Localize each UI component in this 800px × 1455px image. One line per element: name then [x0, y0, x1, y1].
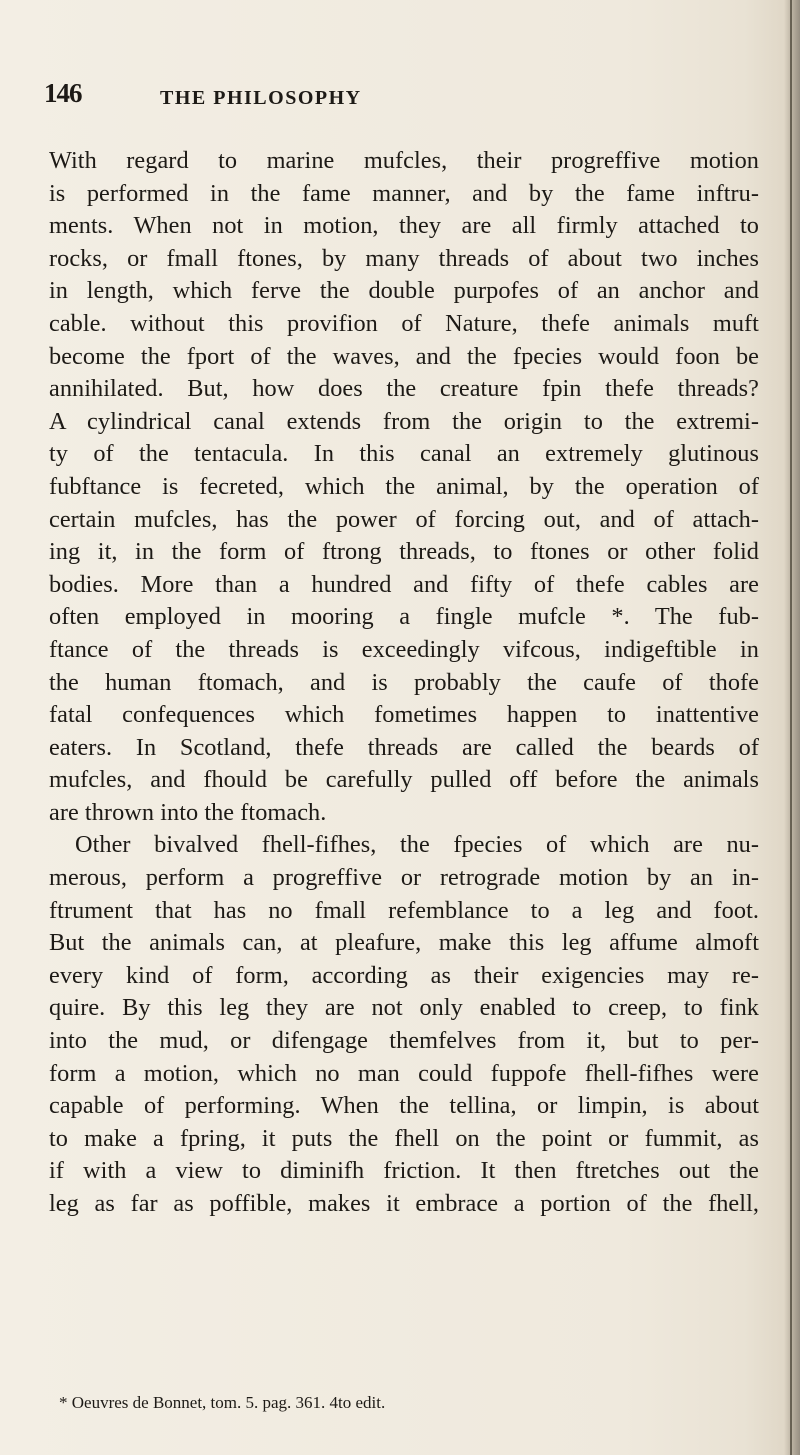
- text-line: mufcles, and fhould be carefully pulled off before the animals: [49, 766, 759, 794]
- text-line: if with a view to diminifh friction. It then ftretches out the: [49, 1157, 759, 1185]
- text-line: leg as far as poffible, makes it embrace a portion of the fhell,: [49, 1190, 759, 1217]
- text-line: in length, which ferve the double purpofes of an anchor and: [49, 277, 759, 305]
- text-line: form a motion, which no man could fuppofe fhell-fifhes were: [49, 1059, 759, 1087]
- text-line: are thrown into the ftomach.: [49, 798, 327, 826]
- footnote: * Oeuvres de Bonnet, tom. 5. pag. 361. 4to edit.: [59, 1393, 386, 1412]
- text-line: ftrument that has no fmall refemblance to a leg and foot.: [49, 896, 759, 924]
- running-head: THE PHILOSOPHY: [160, 87, 362, 109]
- text-line: Other bivalved fhell-fifhes, the fpecies of which are nu-: [75, 831, 759, 859]
- page-number: 146: [44, 78, 82, 108]
- text-line: But the animals can, at pleafure, make this leg affume almoft: [49, 929, 759, 957]
- text-line: With regard to marine mufcles, their progreffive motion: [49, 147, 759, 174]
- text-line: often employed in mooring a fingle mufcle *. The fub-: [49, 603, 759, 631]
- text-line: fatal confequences which fometimes happen to inattentive: [49, 701, 759, 729]
- text-line: ftance of the threads is exceedingly vifcous, indigeftible in: [49, 635, 759, 663]
- text-line: fubftance is fecreted, which the animal, by the operation of: [49, 472, 759, 500]
- text-line: ing it, in the form of ftrong threads, to ftones or other folid: [49, 538, 759, 566]
- text-line: eaters. In Scotland, thefe threads are called the beards of: [49, 733, 759, 761]
- text-line: ments. When not in motion, they are all firmly attached to: [49, 212, 759, 240]
- text-line: annihilated. But, how does the creature fpin thefe threads?: [49, 375, 759, 403]
- text-line: ty of the tentacula. In this canal an extremely glutinous: [49, 440, 759, 468]
- text-line: merous, perform a progreffive or retrograde motion by an in-: [49, 864, 759, 892]
- text-line: cable. without this provifion of Nature, thefe animals muft: [49, 309, 759, 337]
- text-line: the human ftomach, and is probably the caufe of thofe: [49, 668, 759, 696]
- text-line: capable of performing. When the tellina, or limpin, is about: [49, 1092, 759, 1120]
- text-line: quire. By this leg they are not only enabled to creep, to fink: [49, 994, 759, 1022]
- page-header: [44, 78, 764, 118]
- text-line: rocks, or fmall ftones, by many threads of about two inches: [49, 244, 759, 272]
- text-line: become the fport of the waves, and the fpecies would foon be: [49, 342, 759, 370]
- text-line: every kind of form, according as their exigencies may re-: [49, 961, 759, 989]
- body-text: [49, 145, 759, 1221]
- page-edge-shadow: [784, 0, 800, 1455]
- text-line: is performed in the fame manner, and by the fame inftru-: [49, 179, 759, 207]
- text-line: into the mud, or difengage themfelves from it, but to per-: [49, 1027, 759, 1055]
- text-line: A cylindrical canal extends from the origin to the extremi-: [49, 407, 759, 435]
- text-line: bodies. More than a hundred and fifty of thefe cables are: [49, 570, 759, 598]
- page-edge-line: [790, 0, 792, 1455]
- text-line: to make a fpring, it puts the fhell on the point or fummit, as: [49, 1124, 759, 1152]
- text-line: certain mufcles, has the power of forcing out, and of attach-: [49, 505, 759, 533]
